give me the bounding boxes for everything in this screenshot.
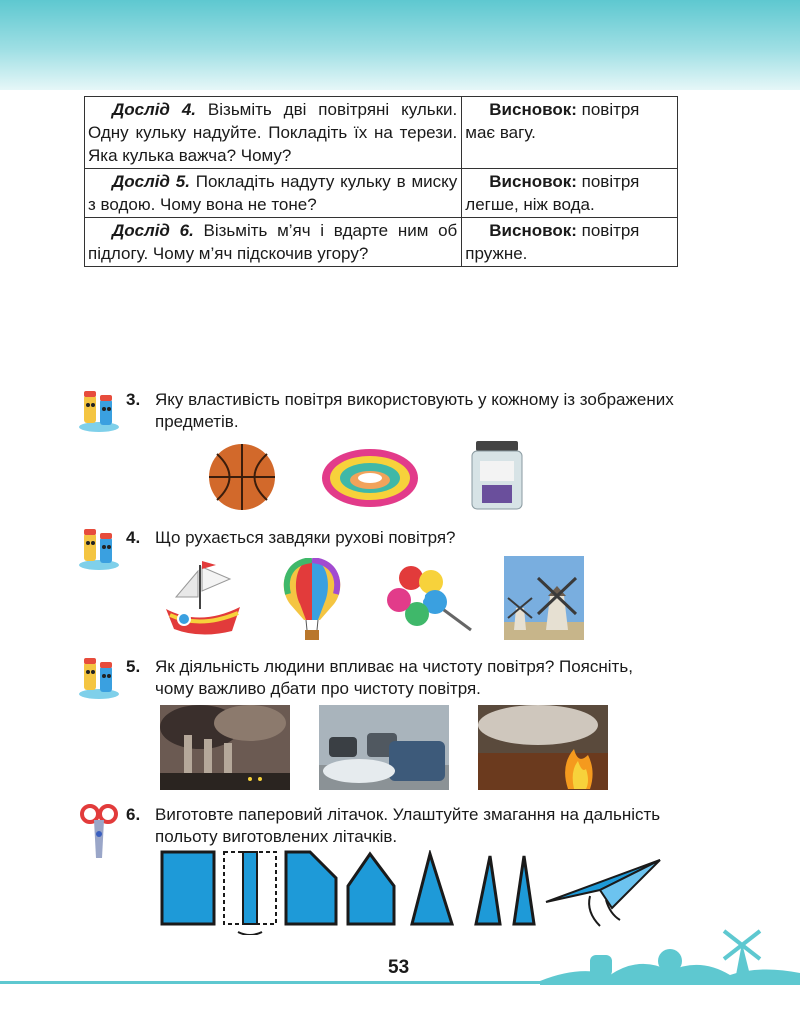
pencils-icon [76, 656, 122, 700]
burning-leaves-image [478, 705, 608, 790]
conclusion-label: Висновок: [489, 221, 577, 240]
swim-ring-image [320, 447, 420, 509]
page-number: 53 [388, 957, 410, 978]
task-text: Виготовте паперовий літачок. Улаштуйте змагання на дальність польоту виготовлених літачків. [155, 805, 661, 846]
scissors-icon [80, 804, 118, 864]
traffic-exhaust-image [319, 705, 449, 790]
experiment-cell [85, 218, 462, 267]
pencils-icon [76, 527, 122, 571]
experiment-title: Дослід 4. [112, 100, 196, 119]
pinwheel-image [383, 564, 475, 634]
experiment-text: Візьміть дві повітряні кульки. Одну кульку надуйте. Покладіть їх на терези. Яка кулька важча? Чому? [88, 100, 458, 165]
sailboat-image [160, 557, 244, 641]
experiment-title: Дослід 5. [112, 172, 190, 191]
landscape-decoration [520, 895, 800, 985]
footer-line [0, 981, 800, 984]
task-text: Як діяльність людини впливає на чистоту повітря? Поясніть, чому важливо дбати про чистоту повітря. [155, 657, 633, 698]
conclusion-label: Висновок: [489, 100, 577, 119]
table-row [85, 97, 678, 169]
task-number: 4. [126, 528, 141, 547]
experiment-cell [85, 169, 462, 218]
conclusion-text: повітря має вагу. [465, 100, 640, 142]
experiments-table [84, 96, 678, 267]
conclusion-label: Висновок: [489, 172, 577, 191]
task-number: 5. [126, 657, 141, 676]
task-number: 6. [126, 805, 141, 824]
table-row [85, 169, 678, 218]
task-text: Яку властивість повітря використовують у кожному із зображених предметів. [155, 390, 674, 431]
task-text: Що рухається завдяки рухові повітря? [155, 528, 456, 547]
experiment-title: Дослід 6. [112, 221, 194, 240]
table-row [85, 218, 678, 267]
conclusion-text: повітря пружне. [465, 221, 640, 263]
experiment-cell [85, 97, 462, 169]
basketball-image [205, 442, 280, 512]
task-number: 3. [126, 390, 141, 409]
hot-air-balloon-image [276, 558, 348, 642]
conclusion-cell [462, 218, 678, 267]
factory-smoke-image [160, 705, 290, 790]
conclusion-cell [462, 97, 678, 169]
pencils-icon [76, 389, 122, 433]
conclusion-text: повітря легше, ніж вода. [465, 172, 640, 214]
experiment-text: Візьміть м’яч і вдарте ним об підлогу. Чому м’яч підскочив угору? [88, 221, 458, 263]
experiment-text: Покладіть надуту кульку в миску з водою. Чому вона не тоне? [88, 172, 458, 214]
vacuum-jar-image [466, 439, 528, 511]
conclusion-cell [462, 169, 678, 218]
windmill-image [504, 556, 584, 640]
header-band [0, 0, 800, 90]
